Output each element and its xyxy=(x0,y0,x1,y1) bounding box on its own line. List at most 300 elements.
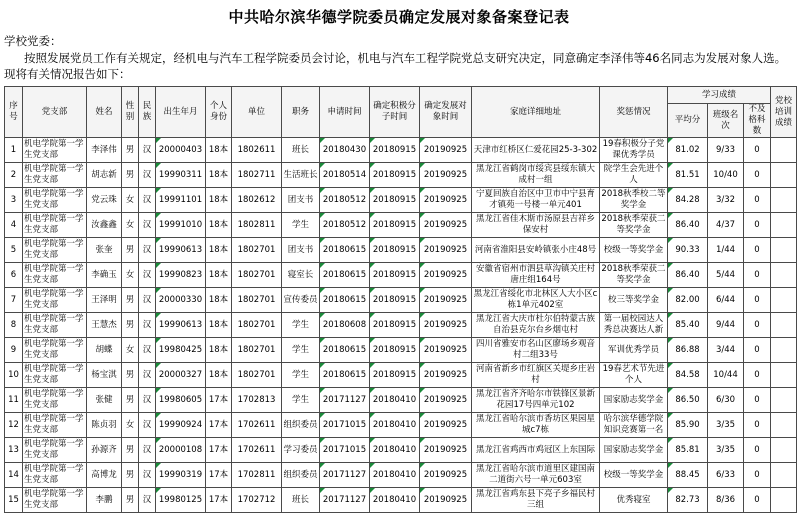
row-address: 黑龙江省鸡西市鸡冠区上东国际 xyxy=(472,438,600,463)
row-fail: 0 xyxy=(744,463,771,488)
row-training xyxy=(771,263,797,288)
row-awards: 院学生会先进个人 xyxy=(600,163,668,188)
row-activist-time: 20180915 xyxy=(370,313,420,338)
row-identity: 18本 xyxy=(206,288,232,313)
row-awards: 2018秋季荣获二等奖学金 xyxy=(600,263,668,288)
header-ethnicity: 民族 xyxy=(139,87,156,138)
row-awards: 第一届校园达人秀总决赛达人新 xyxy=(600,313,668,338)
row-name: 杨宝淇 xyxy=(87,363,122,388)
row-position: 团支书 xyxy=(282,188,320,213)
row-fail: 0 xyxy=(744,413,771,438)
row-ethnicity: 汉 xyxy=(139,438,156,463)
row-awards: 校级一等奖学金 xyxy=(600,463,668,488)
header-study-group: 学习成绩 xyxy=(668,87,771,104)
row-branch: 机电学院第一学生党支部 xyxy=(23,388,87,413)
salutation: 学校党委： xyxy=(4,34,62,48)
row-branch: 机电学院第一学生党支部 xyxy=(23,338,87,363)
row-birth: 19980425 xyxy=(156,338,206,363)
row-apply-time: 20171127 xyxy=(320,463,370,488)
table-row xyxy=(5,238,797,263)
table-row xyxy=(5,463,797,488)
row-branch: 机电学院第一学生党支部 xyxy=(23,313,87,338)
row-apply-time: 20171127 xyxy=(320,388,370,413)
row-address: 黑龙江省哈尔滨市香坊区果园星城c7栋 xyxy=(472,413,600,438)
row-gender: 男 xyxy=(122,238,139,263)
row-activist-time: 20180915 xyxy=(370,188,420,213)
row-index: 4 xyxy=(5,213,23,238)
row-index: 5 xyxy=(5,238,23,263)
row-activist-time: 20180410 xyxy=(370,438,420,463)
row-gender: 男 xyxy=(122,438,139,463)
row-develop-time: 20190925 xyxy=(420,213,472,238)
row-rank: 10/40 xyxy=(708,163,744,188)
row-rank: 8/36 xyxy=(708,488,744,513)
row-identity: 18本 xyxy=(206,138,232,163)
row-unit: 1702813 xyxy=(232,388,282,413)
row-identity: 18本 xyxy=(206,238,232,263)
header-position: 职务 xyxy=(282,87,320,138)
row-apply-time: 20180514 xyxy=(320,163,370,188)
row-unit: 1802701 xyxy=(232,338,282,363)
row-ethnicity: 汉 xyxy=(139,413,156,438)
row-position: 组织委员 xyxy=(282,413,320,438)
row-branch: 机电学院第一学生党支部 xyxy=(23,213,87,238)
table-row xyxy=(5,313,797,338)
row-name: 王慧杰 xyxy=(87,313,122,338)
row-develop-time: 20190925 xyxy=(420,188,472,213)
row-apply-time: 20171015 xyxy=(320,438,370,463)
row-identity: 18本 xyxy=(206,213,232,238)
row-position: 寝室长 xyxy=(282,263,320,288)
header-develop-time: 确定发展对象时间 xyxy=(420,87,472,138)
row-develop-time: 20190925 xyxy=(420,263,472,288)
row-unit: 1702712 xyxy=(232,488,282,513)
row-avg: 84.28 xyxy=(668,188,708,213)
row-awards: 19春积极分子党课优秀学员 xyxy=(600,138,668,163)
row-branch: 机电学院第一学生党支部 xyxy=(23,488,87,513)
header-awards: 奖惩情况 xyxy=(600,87,668,138)
row-name: 李确玉 xyxy=(87,263,122,288)
row-address: 宁夏回族自治区中卫市中宁县育才镇苑一号楼一单元401 xyxy=(472,188,600,213)
intro-paragraph: 按照发展党员工作有关规定，经机电与汽车工程学院委员会讨论，机电与汽车工程学院党总支研究决定，同意确定李泽伟等46名同志为发展对象人选。现将有关情况报告如下： xyxy=(4,51,787,81)
row-activist-time: 20180915 xyxy=(370,338,420,363)
row-training xyxy=(771,363,797,388)
row-awards: 19春艺术节先进个人 xyxy=(600,363,668,388)
row-fail: 0 xyxy=(744,488,771,513)
row-rank: 6/30 xyxy=(708,388,744,413)
row-training xyxy=(771,413,797,438)
row-unit: 1802811 xyxy=(232,213,282,238)
row-branch: 机电学院第一学生党支部 xyxy=(23,188,87,213)
row-rank: 6/44 xyxy=(708,288,744,313)
row-gender: 女 xyxy=(122,413,139,438)
row-position: 学习委员 xyxy=(282,438,320,463)
row-fail: 0 xyxy=(744,338,771,363)
row-rank: 6/33 xyxy=(708,463,744,488)
row-branch: 机电学院第一学生党支部 xyxy=(23,263,87,288)
header-name: 姓名 xyxy=(87,87,122,138)
row-ethnicity: 汉 xyxy=(139,263,156,288)
header-training: 党校培训成绩 xyxy=(771,87,797,138)
row-training xyxy=(771,313,797,338)
row-activist-time: 20180915 xyxy=(370,288,420,313)
row-activist-time: 20180915 xyxy=(370,263,420,288)
row-ethnicity: 汉 xyxy=(139,488,156,513)
table-body xyxy=(5,138,797,513)
row-unit: 1802701 xyxy=(232,263,282,288)
row-name: 张健 xyxy=(87,388,122,413)
table-row xyxy=(5,163,797,188)
registration-table xyxy=(4,86,797,513)
row-rank: 10/44 xyxy=(708,363,744,388)
table-row xyxy=(5,438,797,463)
row-develop-time: 20190925 xyxy=(420,438,472,463)
table-row xyxy=(5,363,797,388)
header-address: 家庭详细地址 xyxy=(472,87,600,138)
row-activist-time: 20180915 xyxy=(370,238,420,263)
row-ethnicity: 汉 xyxy=(139,463,156,488)
row-apply-time: 20180512 xyxy=(320,213,370,238)
table-row xyxy=(5,413,797,438)
row-apply-time: 20180615 xyxy=(320,363,370,388)
row-gender: 男 xyxy=(122,163,139,188)
row-name: 李鹏 xyxy=(87,488,122,513)
row-name: 李泽伟 xyxy=(87,138,122,163)
row-develop-time: 20190925 xyxy=(420,163,472,188)
header-gender: 性别 xyxy=(122,87,139,138)
row-ethnicity: 汉 xyxy=(139,388,156,413)
table-row xyxy=(5,213,797,238)
row-gender: 男 xyxy=(122,363,139,388)
row-awards: 2018秋季校二等奖学金 xyxy=(600,188,668,213)
row-avg: 85.81 xyxy=(668,438,708,463)
row-identity: 17本 xyxy=(206,388,232,413)
row-develop-time: 20190925 xyxy=(420,363,472,388)
row-name: 孙源齐 xyxy=(87,438,122,463)
header-avg: 平均分 xyxy=(668,104,708,138)
row-birth: 20000330 xyxy=(156,288,206,313)
row-identity: 17本 xyxy=(206,463,232,488)
row-position: 宣传委员 xyxy=(282,288,320,313)
row-awards: 国家励志奖学金 xyxy=(600,438,668,463)
row-activist-time: 20180410 xyxy=(370,463,420,488)
row-rank: 4/37 xyxy=(708,213,744,238)
row-birth: 20000108 xyxy=(156,438,206,463)
row-develop-time: 20190925 xyxy=(420,488,472,513)
row-birth: 20000327 xyxy=(156,363,206,388)
row-gender: 男 xyxy=(122,313,139,338)
row-avg: 86.50 xyxy=(668,388,708,413)
row-unit: 1702611 xyxy=(232,438,282,463)
row-birth: 19991101 xyxy=(156,188,206,213)
row-address: 黑龙江省鸡东县下亮子乡福民村三组 xyxy=(472,488,600,513)
row-position: 学生 xyxy=(282,338,320,363)
row-develop-time: 20190925 xyxy=(420,138,472,163)
row-rank: 1/44 xyxy=(708,238,744,263)
row-fail: 0 xyxy=(744,313,771,338)
row-avg: 86.88 xyxy=(668,338,708,363)
row-address: 黑龙江省鹤岗市绥宾县绥东镇大成村一组 xyxy=(472,163,600,188)
row-index: 8 xyxy=(5,313,23,338)
row-awards: 军训优秀学员 xyxy=(600,338,668,363)
row-ethnicity: 汉 xyxy=(139,138,156,163)
row-develop-time: 20190925 xyxy=(420,413,472,438)
row-birth: 19990613 xyxy=(156,238,206,263)
row-birth: 19991010 xyxy=(156,213,206,238)
row-fail: 0 xyxy=(744,288,771,313)
row-identity: 18本 xyxy=(206,338,232,363)
row-activist-time: 20180410 xyxy=(370,413,420,438)
row-develop-time: 20190925 xyxy=(420,288,472,313)
row-awards: 校三等奖学金 xyxy=(600,288,668,313)
row-fail: 0 xyxy=(744,188,771,213)
row-position: 学生 xyxy=(282,363,320,388)
row-unit: 1802701 xyxy=(232,238,282,263)
row-name: 党云珠 xyxy=(87,188,122,213)
row-rank: 3/32 xyxy=(708,188,744,213)
row-apply-time: 20180608 xyxy=(320,313,370,338)
row-avg: 86.40 xyxy=(668,213,708,238)
row-activist-time: 20180410 xyxy=(370,388,420,413)
header-branch: 党支部 xyxy=(23,87,87,138)
table-row xyxy=(5,488,797,513)
row-index: 13 xyxy=(5,438,23,463)
row-position: 生活班长 xyxy=(282,163,320,188)
row-branch: 机电学院第一学生党支部 xyxy=(23,463,87,488)
row-apply-time: 20171015 xyxy=(320,413,370,438)
header-birth: 出生年月 xyxy=(156,87,206,138)
row-ethnicity: 汉 xyxy=(139,288,156,313)
row-rank: 3/44 xyxy=(708,338,744,363)
row-training xyxy=(771,338,797,363)
row-ethnicity: 汉 xyxy=(139,213,156,238)
row-unit: 1702611 xyxy=(232,413,282,438)
row-fail: 0 xyxy=(744,138,771,163)
row-avg: 85.90 xyxy=(668,413,708,438)
row-fail: 0 xyxy=(744,213,771,238)
row-avg: 86.40 xyxy=(668,263,708,288)
row-address: 黑龙江省哈尔滨市道里区建国南二道街六号一单元603室 xyxy=(472,463,600,488)
row-gender: 男 xyxy=(122,388,139,413)
row-unit: 1702811 xyxy=(232,463,282,488)
row-ethnicity: 汉 xyxy=(139,188,156,213)
row-gender: 女 xyxy=(122,188,139,213)
row-gender: 男 xyxy=(122,138,139,163)
row-branch: 机电学院第一学生党支部 xyxy=(23,138,87,163)
row-avg: 81.02 xyxy=(668,138,708,163)
row-position: 学生 xyxy=(282,388,320,413)
row-birth: 19990311 xyxy=(156,163,206,188)
table-row xyxy=(5,338,797,363)
row-position: 班长 xyxy=(282,138,320,163)
table-row xyxy=(5,138,797,163)
row-avg: 82.00 xyxy=(668,288,708,313)
row-index: 15 xyxy=(5,488,23,513)
row-gender: 男 xyxy=(122,488,139,513)
row-address: 四川省雅安市名山区廖场乡观音村二组33号 xyxy=(472,338,600,363)
row-develop-time: 20190925 xyxy=(420,238,472,263)
row-address: 河南省新乡市红旗区关堤乡庄岩村 xyxy=(472,363,600,388)
row-identity: 18本 xyxy=(206,363,232,388)
row-avg: 85.40 xyxy=(668,313,708,338)
page-title: 中共哈尔滨华德学院委员确定发展对象备案登记表 xyxy=(228,8,570,26)
row-activist-time: 20180915 xyxy=(370,213,420,238)
row-name: 胡蝶 xyxy=(87,338,122,363)
row-fail: 0 xyxy=(744,263,771,288)
row-identity: 17本 xyxy=(206,438,232,463)
row-identity: 18本 xyxy=(206,163,232,188)
row-avg: 88.45 xyxy=(668,463,708,488)
row-apply-time: 20180615 xyxy=(320,238,370,263)
row-develop-time: 20190925 xyxy=(420,338,472,363)
row-birth: 19980125 xyxy=(156,488,206,513)
row-branch: 机电学院第一学生党支部 xyxy=(23,438,87,463)
row-index: 12 xyxy=(5,413,23,438)
row-unit: 1802701 xyxy=(232,313,282,338)
row-fail: 0 xyxy=(744,438,771,463)
row-unit: 1802701 xyxy=(232,363,282,388)
row-name: 王泽明 xyxy=(87,288,122,313)
row-index: 10 xyxy=(5,363,23,388)
row-index: 2 xyxy=(5,163,23,188)
row-ethnicity: 汉 xyxy=(139,363,156,388)
row-ethnicity: 汉 xyxy=(139,313,156,338)
table-row xyxy=(5,388,797,413)
row-fail: 0 xyxy=(744,163,771,188)
row-address: 河南省淮阳县安岭镇张小庄48号 xyxy=(472,238,600,263)
row-gender: 女 xyxy=(122,213,139,238)
row-birth: 19990613 xyxy=(156,313,206,338)
row-ethnicity: 汉 xyxy=(139,338,156,363)
row-training xyxy=(771,238,797,263)
row-birth: 19990823 xyxy=(156,263,206,288)
header-activist-time: 确定积极分子时间 xyxy=(370,87,420,138)
row-gender: 男 xyxy=(122,288,139,313)
row-training xyxy=(771,488,797,513)
row-position: 学生 xyxy=(282,213,320,238)
row-birth: 19990319 xyxy=(156,463,206,488)
row-develop-time: 20190925 xyxy=(420,388,472,413)
row-position: 组织委员 xyxy=(282,463,320,488)
row-index: 14 xyxy=(5,463,23,488)
row-identity: 18本 xyxy=(206,263,232,288)
row-unit: 1802711 xyxy=(232,163,282,188)
row-address: 黑龙江省齐齐哈尔市铁锋区景新花园17号四单元102 xyxy=(472,388,600,413)
row-index: 7 xyxy=(5,288,23,313)
table-row xyxy=(5,288,797,313)
row-training xyxy=(771,138,797,163)
row-identity: 17本 xyxy=(206,413,232,438)
row-avg: 90.33 xyxy=(668,238,708,263)
row-apply-time: 20180512 xyxy=(320,188,370,213)
row-ethnicity: 汉 xyxy=(139,238,156,263)
row-training xyxy=(771,188,797,213)
row-unit: 1802611 xyxy=(232,138,282,163)
row-name: 陈贞羽 xyxy=(87,413,122,438)
row-rank: 9/33 xyxy=(708,138,744,163)
row-training xyxy=(771,213,797,238)
row-branch: 机电学院第一学生党支部 xyxy=(23,163,87,188)
row-training xyxy=(771,388,797,413)
row-avg: 81.51 xyxy=(668,163,708,188)
table-row xyxy=(5,263,797,288)
row-unit: 1802701 xyxy=(232,288,282,313)
row-gender: 女 xyxy=(122,263,139,288)
row-apply-time: 20180430 xyxy=(320,138,370,163)
row-gender: 女 xyxy=(122,338,139,363)
row-develop-time: 20190925 xyxy=(420,313,472,338)
row-develop-time: 20190925 xyxy=(420,463,472,488)
row-address: 安徽省宿州市泗县草沟镇关庄村唐庄组164号 xyxy=(472,263,600,288)
row-address: 黑龙江省绥化市北林区人大小区c栋1单元402室 xyxy=(472,288,600,313)
row-avg: 84.58 xyxy=(668,363,708,388)
row-training xyxy=(771,288,797,313)
row-birth: 19990924 xyxy=(156,413,206,438)
row-identity: 17本 xyxy=(206,488,232,513)
row-fail: 0 xyxy=(744,238,771,263)
row-apply-time: 20180615 xyxy=(320,288,370,313)
row-fail: 0 xyxy=(744,388,771,413)
row-address: 黑龙江省大庆市杜尔伯特蒙古族自治县克尔台乡烟屯村 xyxy=(472,313,600,338)
row-index: 6 xyxy=(5,263,23,288)
row-name: 汝鑫鑫 xyxy=(87,213,122,238)
row-branch: 机电学院第一学生党支部 xyxy=(23,363,87,388)
row-birth: 20000403 xyxy=(156,138,206,163)
row-rank: 5/44 xyxy=(708,263,744,288)
header-identity: 个人身份 xyxy=(206,87,232,138)
row-apply-time: 20180615 xyxy=(320,338,370,363)
row-training xyxy=(771,438,797,463)
row-index: 11 xyxy=(5,388,23,413)
row-index: 9 xyxy=(5,338,23,363)
row-position: 班长 xyxy=(282,488,320,513)
row-avg: 82.73 xyxy=(668,488,708,513)
row-name: 胡志新 xyxy=(87,163,122,188)
row-awards: 国家励志奖学金 xyxy=(600,388,668,413)
row-address: 黑龙江省佳木斯市汤原县吉祥乡保安村 xyxy=(472,213,600,238)
row-awards: 校级一等奖学金 xyxy=(600,238,668,263)
header-rank: 班级名次 xyxy=(708,104,744,138)
row-activist-time: 20180915 xyxy=(370,163,420,188)
row-awards: 2018秋季荣获二等奖学金 xyxy=(600,213,668,238)
row-activist-time: 20180915 xyxy=(370,363,420,388)
row-name: 高博龙 xyxy=(87,463,122,488)
row-rank: 9/44 xyxy=(708,313,744,338)
row-activist-time: 20180915 xyxy=(370,138,420,163)
row-index: 1 xyxy=(5,138,23,163)
row-unit: 1802612 xyxy=(232,188,282,213)
row-fail: 0 xyxy=(744,363,771,388)
header-unit: 单位 xyxy=(232,87,282,138)
table-row xyxy=(5,188,797,213)
row-awards: 优秀寝室 xyxy=(600,488,668,513)
row-training xyxy=(771,163,797,188)
row-rank: 3/35 xyxy=(708,438,744,463)
header-index: 序号 xyxy=(5,87,23,138)
row-position: 学生 xyxy=(282,313,320,338)
row-apply-time: 20180615 xyxy=(320,263,370,288)
row-identity: 18本 xyxy=(206,188,232,213)
row-index: 3 xyxy=(5,188,23,213)
row-position: 团支书 xyxy=(282,238,320,263)
row-branch: 机电学院第一学生党支部 xyxy=(23,413,87,438)
row-name: 张奎 xyxy=(87,238,122,263)
row-branch: 机电学院第一学生党支部 xyxy=(23,288,87,313)
row-activist-time: 20180410 xyxy=(370,488,420,513)
header-fail: 不及格科数 xyxy=(744,104,771,138)
row-awards: 哈尔滨华德学院知识竞赛第一名 xyxy=(600,413,668,438)
row-gender: 男 xyxy=(122,463,139,488)
